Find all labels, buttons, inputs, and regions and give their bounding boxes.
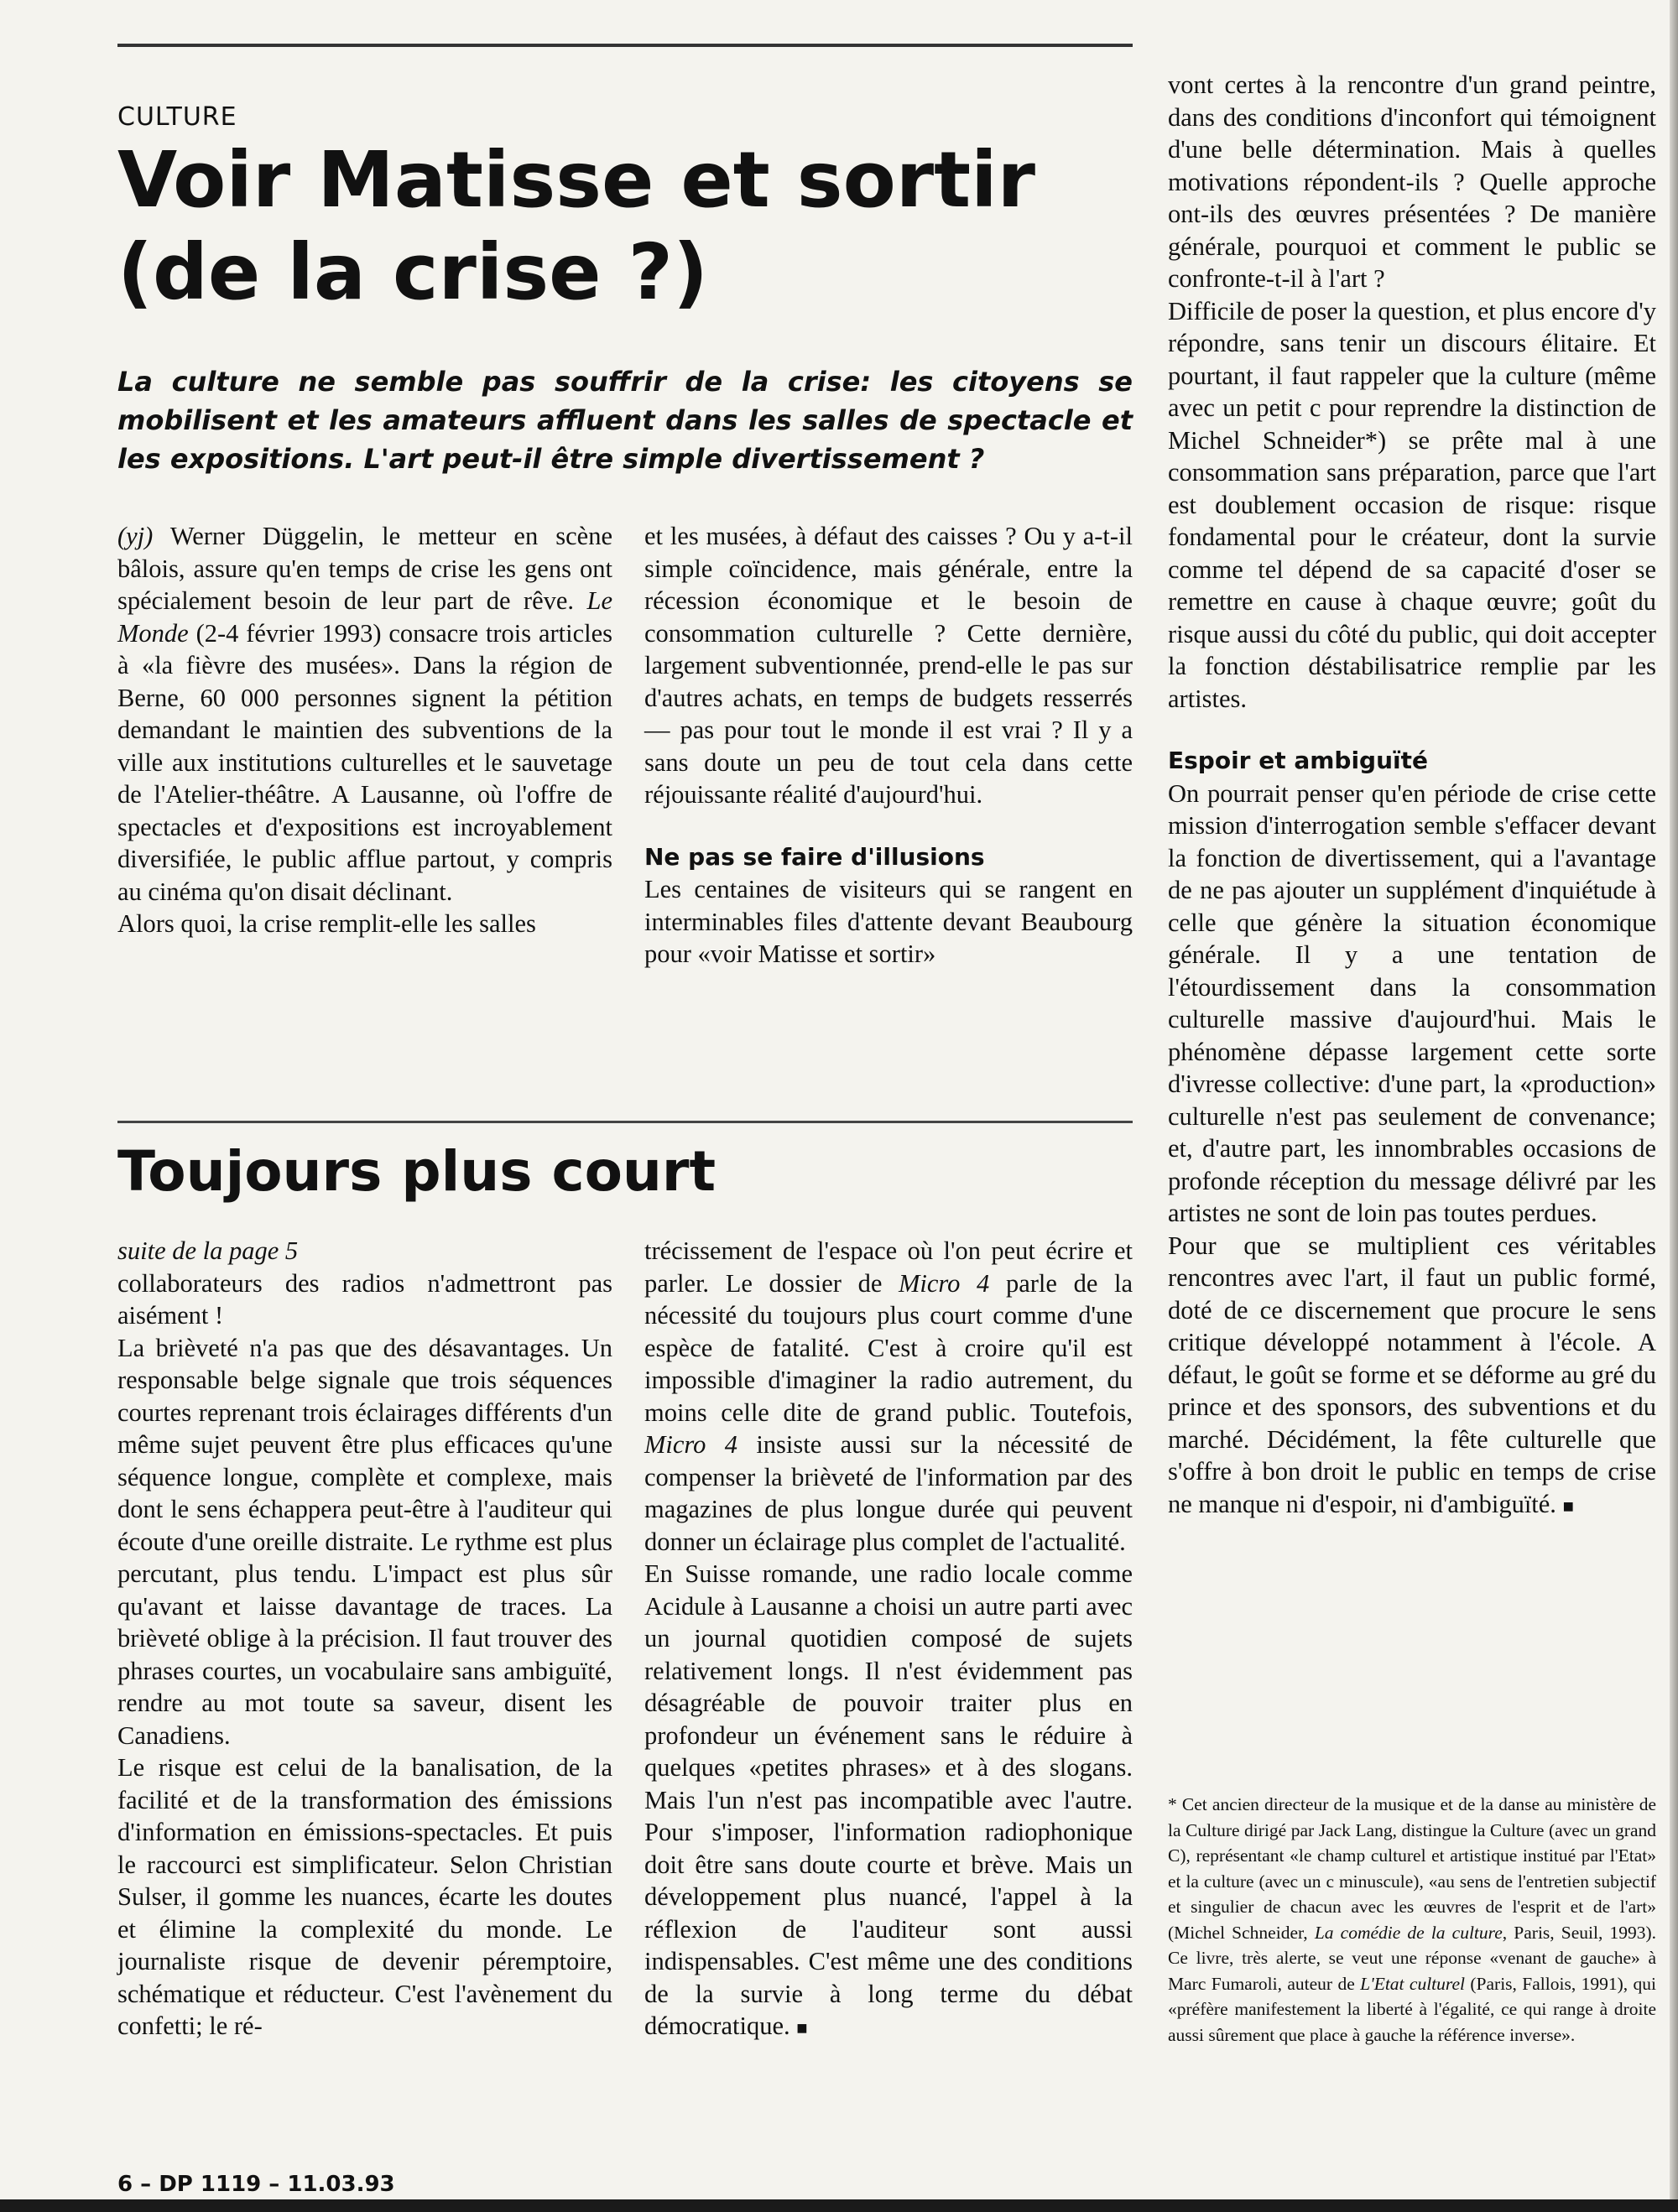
- footnote: * Cet ancien directeur de la musique et de la danse au ministère de la Culture dirigé par Jack Lang, distingue la Culture (avec un grand C), représentant «le champ culturel et artistique institué par l'Etat» et la culture (avec un c minuscule), «au sens de l'entretien subjectif et singulier de chacun avec les œuvres de l'esprit et de l'art» (Michel Schneider, La comédie de la culture, Paris, Seuil, 1993). Ce livre, très alerte, se veut une réponse «venant de gauche» à Marc Fumaroli, auteur de L'Etat culturel (Paris, Fallois, 1991), qui «préfère manifestement la liberté à l'égalité, ce qui range à droite aussi sûrement que place à gauche la référence inverse».: [1168, 1794, 1657, 2045]
- article1-paragraph-2-start: Alors quoi, la crise remplit-elle les salles: [117, 909, 536, 938]
- article1-paragraph-6: Pour que se multiplient ces véritables rencontres avec l'art, il faut un public formé, doté de ce discernement que procure le sens critique développé notamment à l'école. A défaut, le goût se forme et se déforme au gré du prince et des sponsors, des subventions et du marché. Décidément, la fête culturelle que s'offre à bon droit le public en temps de crise ne manque ni d'espoir, ni d'ambiguïté. ■: [1168, 1231, 1656, 1518]
- article1-column-2: [644, 520, 1133, 971]
- scan-bottom-edge: [0, 2199, 1678, 2212]
- continued-from: suite de la page 5: [117, 1236, 299, 1265]
- micro4-ref: Micro 4: [644, 1430, 737, 1459]
- article1-paragraph-2: et les musées, à défaut des caisses ? Ou y a-t-il simple coïncidence, mais générale, entre la récession économique et le besoin de consommation culturelle ? Cette dernière, largement subventionnée, prend-elle le pas sur d'autres achats, en temps de budgets resserrés — pas pour tout le monde il est vrai ? Il y a sans doute un peu de tout cela dans cette réjouissante réalité d'aujourd'hui.: [644, 522, 1133, 809]
- page-edge-shadow: [1670, 0, 1678, 2212]
- article-title: [117, 134, 1124, 319]
- footnote-book-2: L'Etat culturel: [1360, 1973, 1465, 1994]
- article2-column-1: [117, 1235, 612, 2043]
- section-kicker: CULTURE: [117, 102, 237, 132]
- article2-paragraph-3-cont: trécissement de l'espace où l'on peut écrire et parler. Le dossier de Micro 4 parle de la nécessité du toujours plus court comme d'une espèce de fatalité. C'est à croire qu'il est impossible d'imaginer la radio autrement, du moins celle dite de grand public. Toutefois, Micro 4 insiste aussi sur la nécessité de compenser la brièveté de l'information par des magazines de plus longue durée qui peuvent donner un éclairage plus complet de l'actualité.: [644, 1236, 1133, 1556]
- footnote-book-1: La comédie de la culture: [1314, 1922, 1503, 1943]
- article2-paragraph-4: En Suisse romande, une radio locale comme Acidule à Lausanne a choisi un autre parti avec un journal quotidien composé de sujets relativement longs. Il n'est évidemment pas désagréable de pouvoir traiter plus en profondeur un événement sans le réduire à quelques «petites phrases» et à des slogans. Mais l'un n'est pas incompatible avec l'autre. Pour s'imposer, l'information radiophonique doit être sans doute courte et brève. Mais un développement plus nuancé, l'appel à la réflexion de l'auditeur sont aussi indispensables. C'est même une des conditions de la survie à long terme du débat démocratique. ■: [644, 1559, 1133, 2040]
- article1-paragraph-3-start: Les centaines de visiteurs qui se rangent en interminables files d'attente devant Beaubourg pour «voir Matisse et sortir»: [644, 875, 1133, 968]
- source-title: Le Monde: [117, 586, 612, 648]
- article2-paragraph-3-start: Le risque est celui de la banalisation, de la facilité et de la transformation des émissions d'information en émissions-spectacles. Et puis le raccourci est simplificateur. Selon Christian Sulser, il gomme les nuances, écarte les doutes et élimine la complexité du monde. Le journaliste risque de devenir péremptoire, schématique et réducteur. C'est l'avènement du confetti; le ré-: [117, 1753, 612, 2040]
- author-byline: (yj): [117, 522, 154, 550]
- article2-column-2: [644, 1235, 1133, 2045]
- article2-paragraph-2: La brièveté n'a pas que des désavantages. Un responsable belge signale que trois séquences courtes reprenant trois éclairages différents d'un même sujet peuvent être plus efficaces qu'une séquence longue, complète et complexe, mais dont le sens échappera peut-être à l'auditeur qui écoute d'une oreille distraite. Le rythme est plus percutant, plus tendu. L'impact est plus sûr qu'avant et laisse davantage de traces. La brièveté oblige à la précision. Il faut trouver des phrases courtes, un vocabulaire sans ambiguïté, rendre au mot toute sa saveur, disent les Canadiens.: [117, 1333, 612, 1750]
- subhead-espoir: Espoir et ambiguïté: [1168, 747, 1429, 774]
- article1-column-3: [1168, 69, 1656, 1522]
- page-footer: 6 – DP 1119 – 11.03.93: [117, 2172, 395, 2197]
- article2-paragraph-1: collaborateurs des radios n'admettront pas aisément !: [117, 1268, 612, 1330]
- end-mark: ■: [796, 2017, 808, 2038]
- article1-paragraph-1: (yj) Werner Düggelin, le metteur en scène bâlois, assure qu'en temps de crise les gens ont spécialement besoin de leur part de rêve. Le Monde (2-4 février 1993) consacre trois articles à «la fièvre des musées». Dans la région de Berne, 60 000 personnes signent la pétition demandant le maintien des subventions de la ville aux institutions culturelles et le sauvetage de l'Atelier-théâtre. A Lausanne, où l'offre de spectacles et d'expositions est incroyablement diversifiée, le public afflue partout, y compris au cinéma qu'on disait déclinant.: [117, 522, 613, 906]
- end-mark: ■: [1562, 1495, 1574, 1517]
- subhead-illusions: Ne pas se faire d'illusions: [644, 842, 985, 871]
- top-rule: [117, 44, 1133, 47]
- article-lead: La culture ne semble pas souffrir de la crise: les citoyens se mobilisent et les amateurs affluent dans les salles de spectacle et les expositions. L'art peut-il être simple divertissement ?: [117, 366, 1133, 475]
- micro4-ref: Micro 4: [899, 1268, 990, 1298]
- article-title-line2: (de la crise ?): [117, 227, 709, 317]
- article2-title: Toujours plus court: [117, 1139, 717, 1204]
- article1-paragraph-4: Difficile de poser la question, et plus encore d'y répondre, sans tenir un discours élitaire. Et pourtant, il faut rappeler que la culture (même avec un petit c pour reprendre la distinction de Michel Schneider*) se prête mal à une consommation sans préparation, parce que l'art est doublement occasion de risque: risque fondamental pour le créateur, dont la survie comme tel dépend de sa capacité d'oser se remettre en cause à chaque œuvre; goût du risque aussi du côté du public, qui doit accepter la fonction déstabilisatrice remplie par les artistes.: [1168, 296, 1656, 713]
- article1-paragraph-5: On pourrait penser qu'en période de crise cette mission d'interrogation semble s'effacer devant la fonction de divertissement, qui a l'avantage de ne pas ajouter un supplément d'inquiétude à celle que génère la situation économique générale. Il y a une tentation de l'étourdissement dans la consommation culturelle massive d'aujourd'hui. Mais le phénomène dépasse largement cette sorte d'ivresse collective: d'une part, la «production» culturelle n'est pas seulement de convenance; et, d'autre part, les innombrables occasions de profonde réception du message délivré par les artistes ne sont de loin pas toutes perdues.: [1168, 778, 1656, 1227]
- section-rule: [117, 1121, 1133, 1123]
- article1-paragraph-3-cont: vont certes à la rencontre d'un grand peintre, dans des conditions d'inconfort qui témoignent d'une belle détermination. Mais à quelles motivations répondent-ils ? Quelle approche ont-ils des œuvres présentées ? De manière générale, pourquoi et comment le public se confronte-t-il à l'art ?: [1168, 70, 1656, 293]
- article1-column-1: [117, 520, 612, 940]
- article-title-line1: Voir Matisse et sortir: [117, 135, 1036, 225]
